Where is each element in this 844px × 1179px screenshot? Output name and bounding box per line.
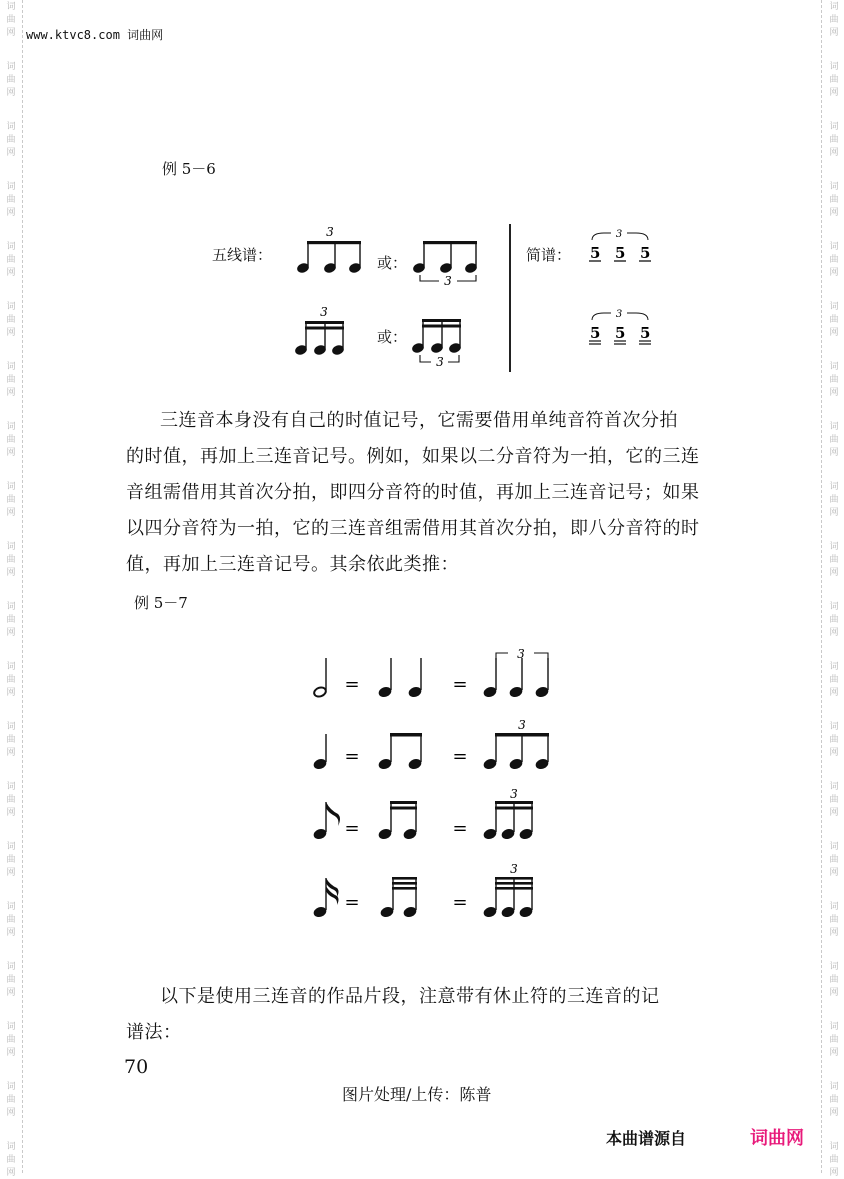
watermark-char: 词 [829, 182, 839, 192]
watermark-char: 词 [6, 482, 16, 492]
watermark-char: 网 [829, 88, 839, 98]
watermark-char: 曲 [829, 435, 839, 445]
watermark-char: 词 [6, 62, 16, 72]
watermark-char: 词 [6, 2, 16, 12]
watermark-char: 网 [6, 928, 16, 938]
watermark-char: 网 [6, 1168, 16, 1178]
source-label: 本曲谱源自 [606, 1129, 687, 1148]
watermark-char: 曲 [6, 675, 16, 685]
watermark-char: 曲 [829, 675, 839, 685]
watermark-char: 曲 [829, 75, 839, 85]
watermark-char: 曲 [829, 555, 839, 565]
watermark-char: 网 [829, 148, 839, 158]
jianpu-triplet-sixteenth [584, 307, 656, 351]
watermark-char: 曲 [829, 135, 839, 145]
watermark-char: 曲 [6, 375, 16, 385]
watermark-char: 曲 [829, 255, 839, 265]
watermark-char: 曲 [6, 75, 16, 85]
jianpu-triplet-eighth [584, 228, 656, 266]
jianpu-label: 简谱： [526, 246, 572, 264]
watermark-char: 曲 [6, 855, 16, 865]
watermark-char: 曲 [6, 15, 16, 25]
watermark-char: 词 [6, 1082, 16, 1092]
watermark-char: 曲 [6, 1095, 16, 1105]
watermark-char: 曲 [829, 915, 839, 925]
watermark-char: 网 [6, 148, 16, 158]
eighth-triplet-bracket [411, 234, 483, 292]
watermark-char: 词 [6, 902, 16, 912]
svg-text:3: 3 [615, 229, 623, 240]
jianpu-note: 5 [590, 244, 601, 262]
watermark-char: 词 [6, 1142, 16, 1152]
watermark-char: 网 [829, 448, 839, 458]
paragraph-line: 以下是使用三连音的作品片段，注意带有休止符的三连音的记 [160, 986, 660, 1007]
svg-text:=: = [344, 818, 360, 839]
watermark-char: 网 [6, 568, 16, 578]
svg-text:3: 3 [518, 718, 526, 732]
equivalence-row-sixteenth [300, 858, 560, 922]
svg-text:5: 5 [590, 324, 601, 342]
watermark-char: 曲 [6, 975, 16, 985]
right-watermark-strip [821, 0, 844, 1178]
watermark-char: 词 [829, 482, 839, 492]
example-5-6-title: 例 5－6 [162, 160, 216, 178]
left-watermark-strip [0, 0, 23, 1178]
watermark-char: 词 [829, 542, 839, 552]
svg-text:=: = [452, 818, 468, 839]
watermark-char: 词 [6, 542, 16, 552]
svg-text:5: 5 [615, 324, 626, 342]
watermark-char: 词 [6, 662, 16, 672]
watermark-char: 词 [829, 2, 839, 12]
watermark-char: 词 [6, 602, 16, 612]
watermark-char: 曲 [6, 315, 16, 325]
svg-text:3: 3 [444, 274, 452, 288]
watermark-char: 曲 [6, 135, 16, 145]
image-credit: 图片处理/上传：陈普 [342, 1085, 492, 1104]
watermark-char: 网 [6, 448, 16, 458]
svg-text:=: = [344, 746, 360, 767]
or-label-2: 或： [377, 328, 408, 346]
watermark-char: 曲 [6, 1155, 16, 1165]
paragraph-line: 值，再加上三连音记号。其余依此类推： [126, 554, 459, 575]
paragraph-line: 谱法： [126, 1022, 182, 1043]
watermark-char: 词 [6, 362, 16, 372]
watermark-char: 词 [6, 962, 16, 972]
watermark-char: 曲 [6, 615, 16, 625]
jianpu-note: 5 [615, 244, 626, 262]
watermark-char: 曲 [6, 795, 16, 805]
watermark-char: 曲 [6, 495, 16, 505]
paragraph-line: 的时值，再加上三连音记号。例如，如果以二分音符为一拍，它的三连 [126, 446, 700, 467]
watermark-char: 词 [6, 182, 16, 192]
watermark-char: 曲 [6, 555, 16, 565]
watermark-char: 词 [829, 302, 839, 312]
equivalence-row-half [300, 642, 560, 704]
svg-text:3: 3 [615, 309, 623, 320]
watermark-char: 词 [829, 362, 839, 372]
watermark-char: 词 [6, 302, 16, 312]
page-number: 70 [124, 1056, 149, 1078]
watermark-char: 曲 [829, 15, 839, 25]
watermark-char: 词 [6, 1022, 16, 1032]
watermark-char: 网 [829, 28, 839, 38]
eighth-triplet-above [294, 224, 364, 276]
watermark-char: 曲 [6, 435, 16, 445]
watermark-char: 网 [829, 268, 839, 278]
watermark-char: 词 [829, 902, 839, 912]
watermark-char: 网 [6, 1048, 16, 1058]
watermark-char: 曲 [829, 195, 839, 205]
watermark-char: 曲 [829, 375, 839, 385]
watermark-char: 词 [6, 722, 16, 732]
watermark-char: 词 [829, 1142, 839, 1152]
or-label-1: 或： [377, 254, 408, 272]
example-5-7-title: 例 5－7 [134, 594, 188, 612]
watermark-char: 网 [829, 928, 839, 938]
watermark-char: 词 [6, 122, 16, 132]
sixteenth-triplet-above [293, 304, 349, 358]
watermark-char: 词 [6, 422, 16, 432]
watermark-char: 网 [829, 568, 839, 578]
watermark-char: 词 [829, 122, 839, 132]
watermark-char: 网 [829, 808, 839, 818]
watermark-char: 曲 [829, 1035, 839, 1045]
watermark-char: 词 [829, 842, 839, 852]
svg-text:=: = [452, 892, 468, 913]
tuplet-number: 3 [326, 225, 334, 239]
watermark-char: 网 [6, 628, 16, 638]
watermark-char: 网 [6, 988, 16, 998]
brand-logo-text[interactable]: 词曲网 [750, 1128, 804, 1149]
watermark-char: 网 [6, 748, 16, 758]
svg-text:3: 3 [320, 305, 328, 319]
watermark-char: 网 [829, 748, 839, 758]
watermark-char: 网 [6, 328, 16, 338]
watermark-char: 曲 [6, 255, 16, 265]
watermark-char: 曲 [6, 195, 16, 205]
watermark-char: 曲 [829, 795, 839, 805]
watermark-char: 词 [829, 242, 839, 252]
watermark-char: 网 [6, 28, 16, 38]
watermark-char: 曲 [829, 615, 839, 625]
watermark-char: 网 [6, 388, 16, 398]
watermark-char: 网 [829, 1168, 839, 1178]
paragraph-line: 以四分音符为一拍，它的三连音组需借用其首次分拍，即八分音符的时 [126, 518, 700, 539]
watermark-char: 曲 [6, 735, 16, 745]
staff-label: 五线谱： [212, 246, 273, 264]
watermark-char: 词 [829, 1082, 839, 1092]
equivalence-row-quarter [300, 718, 560, 774]
watermark-char: 词 [829, 782, 839, 792]
watermark-char: 网 [829, 1108, 839, 1118]
watermark-char: 词 [829, 62, 839, 72]
equivalence-row-eighth [300, 784, 560, 844]
svg-text:=: = [452, 674, 468, 695]
watermark-char: 曲 [6, 1035, 16, 1045]
watermark-char: 网 [829, 508, 839, 518]
paragraph-line: 音组需借用其首次分拍，即四分音符的时值，再加上三连音记号；如果 [126, 482, 700, 503]
watermark-char: 词 [6, 782, 16, 792]
svg-text:3: 3 [510, 862, 518, 876]
watermark-char: 网 [6, 868, 16, 878]
watermark-char: 网 [6, 1108, 16, 1118]
watermark-char: 词 [829, 962, 839, 972]
paragraph-line: 三连音本身没有自己的时值记号，它需要借用单纯音符首次分拍 [160, 410, 678, 431]
watermark-char: 曲 [829, 855, 839, 865]
watermark-char: 词 [829, 662, 839, 672]
watermark-char: 曲 [829, 1155, 839, 1165]
svg-text:3: 3 [436, 355, 444, 369]
watermark-char: 网 [829, 868, 839, 878]
watermark-char: 词 [6, 842, 16, 852]
example-divider-line [509, 224, 511, 372]
watermark-char: 曲 [829, 495, 839, 505]
sixteenth-triplet-bracket [410, 312, 466, 372]
watermark-char: 曲 [829, 975, 839, 985]
watermark-char: 网 [829, 688, 839, 698]
watermark-char: 词 [829, 422, 839, 432]
watermark-char: 曲 [829, 1095, 839, 1105]
watermark-char: 网 [6, 268, 16, 278]
svg-text:5: 5 [640, 324, 651, 342]
watermark-char: 网 [829, 628, 839, 638]
watermark-char: 网 [6, 508, 16, 518]
watermark-char: 曲 [6, 915, 16, 925]
watermark-char: 网 [829, 208, 839, 218]
svg-text:=: = [344, 674, 360, 695]
watermark-char: 网 [829, 388, 839, 398]
watermark-char: 网 [829, 1048, 839, 1058]
watermark-char: 词 [829, 722, 839, 732]
svg-text:=: = [344, 892, 360, 913]
watermark-char: 词 [6, 242, 16, 252]
watermark-char: 网 [6, 88, 16, 98]
watermark-char: 词 [829, 602, 839, 612]
svg-text:3: 3 [510, 787, 518, 801]
svg-text:=: = [452, 746, 468, 767]
watermark-char: 曲 [829, 315, 839, 325]
watermark-char: 网 [6, 688, 16, 698]
svg-text:3: 3 [517, 647, 525, 661]
site-header-url[interactable]: www.ktvc8.com 词曲网 [26, 28, 164, 42]
watermark-char: 词 [829, 1022, 839, 1032]
watermark-char: 曲 [829, 735, 839, 745]
jianpu-note: 5 [640, 244, 651, 262]
watermark-char: 网 [829, 328, 839, 338]
watermark-char: 网 [6, 808, 16, 818]
watermark-char: 网 [6, 208, 16, 218]
watermark-char: 网 [829, 988, 839, 998]
